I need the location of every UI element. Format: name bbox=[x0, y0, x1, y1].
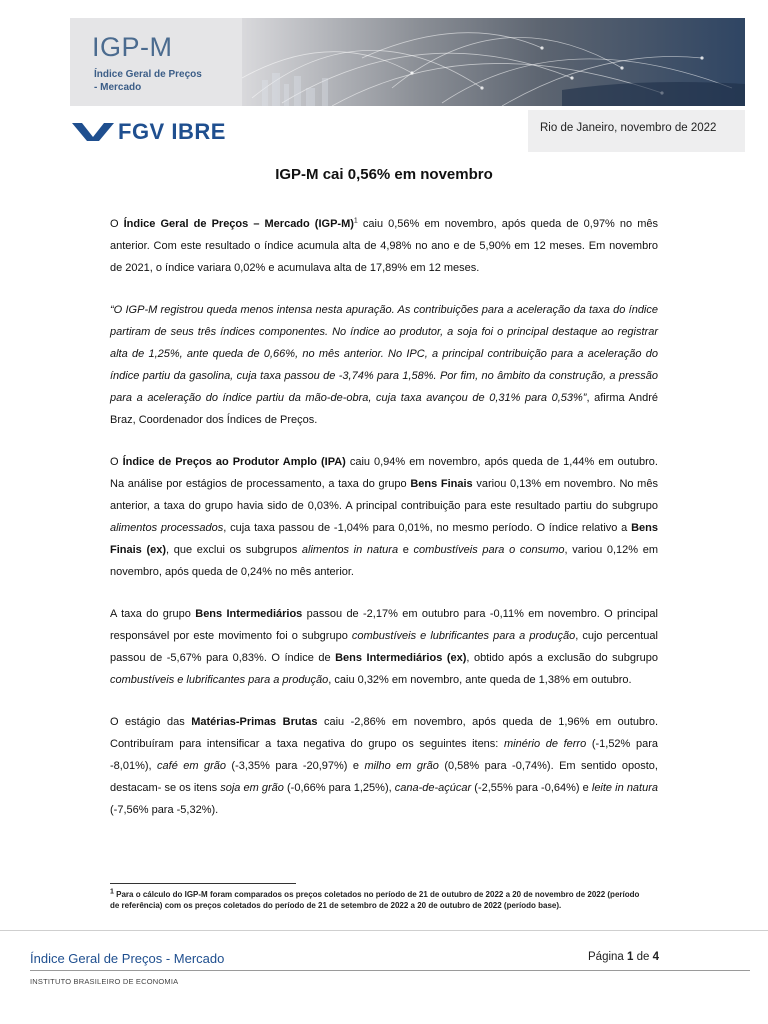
page-label: Página bbox=[588, 951, 628, 963]
p5-text-2: caiu -2,86% em novembro, após queda de 1,96% em outubro. Contribuíram para intensificar a taxa negativa do grupo os seguintes itens: bbox=[110, 716, 659, 750]
p3-text-5: , que exclui os subgrupos bbox=[166, 544, 302, 556]
page-number bbox=[588, 951, 659, 963]
footnote-divider bbox=[110, 883, 296, 884]
page-current: 1 bbox=[627, 951, 634, 963]
p3-italic-1: alimentos processados bbox=[110, 522, 224, 534]
fgv-ibre-logo bbox=[72, 118, 226, 146]
paragraph-3 bbox=[110, 451, 658, 583]
footnote-text: Para o cálculo do IGP-M foram comparados os preços coletados no período de 21 de outubro de 2022 a 20 de novembro de 2022 (período de referência) com os preços coletados do período de 21 de setembro de 2022 a 20 de outubro de 2022 (período base). bbox=[110, 890, 640, 910]
footer-divider bbox=[30, 970, 750, 971]
p1-bold-1: Índice Geral de Preços – Mercado (IGP-M) bbox=[123, 218, 354, 230]
p5-italic-4: soja em grão bbox=[220, 782, 284, 794]
p5-text-3: (-1,52% para -8,01%), bbox=[110, 738, 658, 772]
p4-bold-2: Bens Intermediários (ex) bbox=[335, 652, 467, 664]
p5-italic-6: leite in natura bbox=[591, 782, 659, 794]
p4-text-5: , caiu 0,32% em novembro, ante queda de 1,38% em outubro. bbox=[328, 674, 632, 686]
p4-bold-1: Bens Intermediários bbox=[195, 608, 303, 620]
paragraph-4 bbox=[110, 603, 658, 691]
p3-text-7: , variou 0,12% em novembro, após queda de 0,24% no mês anterior. bbox=[110, 544, 659, 578]
paragraph-5 bbox=[110, 711, 658, 821]
p4-text-3: , cujo percentual passou de -5,67% para 0,83%. O índice de bbox=[110, 630, 658, 664]
article-body bbox=[110, 213, 658, 841]
p5-italic-2: café em grão bbox=[157, 760, 226, 772]
p5-text-4: (-3,35% para -20,97%) e bbox=[225, 760, 365, 772]
p4-italic-1: combustíveis e lubrificantes para a produção bbox=[351, 630, 576, 642]
dateline-box bbox=[528, 110, 745, 152]
p5-text-1: O estágio das bbox=[110, 716, 192, 728]
p2-attribution: , afirma André Braz, Coordenador dos Índices de Preços. bbox=[110, 392, 658, 426]
p3-italic-2: alimentos in natura bbox=[301, 544, 399, 556]
p4-italic-2: combustíveis e lubrificantes para a produção bbox=[110, 674, 329, 686]
headline: IGP-M cai 0,56% em novembro bbox=[275, 166, 493, 183]
banner-title: IGP-M bbox=[92, 32, 173, 62]
banner-subtitle-line2: - Mercado bbox=[94, 82, 142, 93]
p5-text-8: (-7,56% para -5,32%). bbox=[110, 804, 219, 816]
p3-text-3: variou 0,13% em novembro. No mês anterior, a taxa do grupo havia sido de 0,03%. A principal contribuição para este resultado partiu do subgrupo bbox=[110, 478, 658, 512]
p5-bold-1: Matérias-Primas Brutas bbox=[191, 716, 318, 728]
fgv-logo-icon bbox=[72, 121, 114, 143]
header-banner bbox=[70, 18, 745, 106]
p1-text-1: O bbox=[110, 218, 124, 230]
footnote bbox=[110, 889, 650, 911]
page-separator: de bbox=[633, 951, 653, 963]
p5-italic-1: minério de ferro bbox=[504, 738, 587, 750]
p5-text-5: (0,58% para -0,74%). Em sentido oposto, destacam- se os itens bbox=[110, 760, 658, 794]
footnote-number: 1 bbox=[110, 888, 114, 896]
p5-italic-5: cana-de-açúcar bbox=[394, 782, 472, 794]
p3-text-6: e bbox=[398, 544, 414, 556]
footer-title: Índice Geral de Preços - Mercado bbox=[30, 951, 225, 966]
p5-text-7: (-2,55% para -0,64%) e bbox=[471, 782, 592, 794]
banner-title-panel bbox=[70, 18, 242, 106]
p4-text-1: A taxa do grupo bbox=[110, 608, 196, 620]
dateline: Rio de Janeiro, novembro de 2022 bbox=[540, 122, 717, 134]
p5-italic-3: milho em grão bbox=[364, 760, 439, 772]
footnote-marker: 1 bbox=[353, 217, 358, 225]
banner-network-image bbox=[242, 18, 745, 106]
p5-text-6: (-0,66% para 1,25%), bbox=[283, 782, 395, 794]
p2-quote: “O IGP-M registrou queda menos intensa nesta apuração. As contribuições para a aceleração da taxa do índice partiram de seus três índices componentes. No índice ao produtor, a soja foi o principal destaque ao registrar alta de 1,25%, ante queda de 0,66%, no mês anterior. No IPC, a principal contribuição para a aceleração do índice partiu da gasolina, cuja taxa passou de -3,74% para 1,58%. Por fim, no âmbito da construção, a pressão para a aceleração do índice partiu da mão-de-obra, cuja taxa avançou de 0,31% para 0,53%” bbox=[110, 304, 658, 404]
p4-text-2: passou de -2,17% em outubro para -0,11% em novembro. O principal responsável por este movimento foi o subgrupo bbox=[110, 608, 658, 642]
p1-text-2: caiu 0,56% em novembro, após queda de 0,97% no mês anterior. Com este resultado o índice acumula alta de 4,98% no ano e de 5,90% em 12 meses. Em novembro de 2021, o índice variara 0,02% e acumulava alta de 17,89% em 12 meses. bbox=[110, 218, 658, 274]
paragraph-1 bbox=[110, 213, 658, 279]
footer-institution: INSTITUTO BRASILEIRO DE ECONOMIA bbox=[30, 977, 179, 986]
p3-text-1: O bbox=[110, 456, 123, 468]
p3-text-2: caiu 0,94% em novembro, após queda de 1,44% em outubro. Na análise por estágios de processamento, a taxa do grupo bbox=[110, 456, 658, 490]
p4-text-4: , obtido após a exclusão do subgrupo bbox=[466, 652, 658, 664]
p3-text-4: , cuja taxa passou de -1,04% para 0,01%, no mesmo período. O índice relativo a bbox=[223, 522, 632, 534]
page-total: 4 bbox=[652, 951, 660, 963]
p3-bold-1: Índice de Preços ao Produtor Amplo (IPA) bbox=[122, 456, 346, 468]
banner-subtitle-line1: Índice Geral de Preços bbox=[94, 69, 202, 80]
p3-bold-2: Bens Finais bbox=[410, 478, 473, 490]
banner-subtitle bbox=[94, 68, 202, 94]
paragraph-2-quote bbox=[110, 299, 658, 431]
p3-italic-3: combustíveis para o consumo bbox=[413, 544, 565, 556]
p3-bold-3: Bens Finais (ex) bbox=[110, 522, 658, 556]
logo-text: FGV IBRE bbox=[118, 119, 226, 144]
footer-top-divider bbox=[0, 930, 768, 931]
